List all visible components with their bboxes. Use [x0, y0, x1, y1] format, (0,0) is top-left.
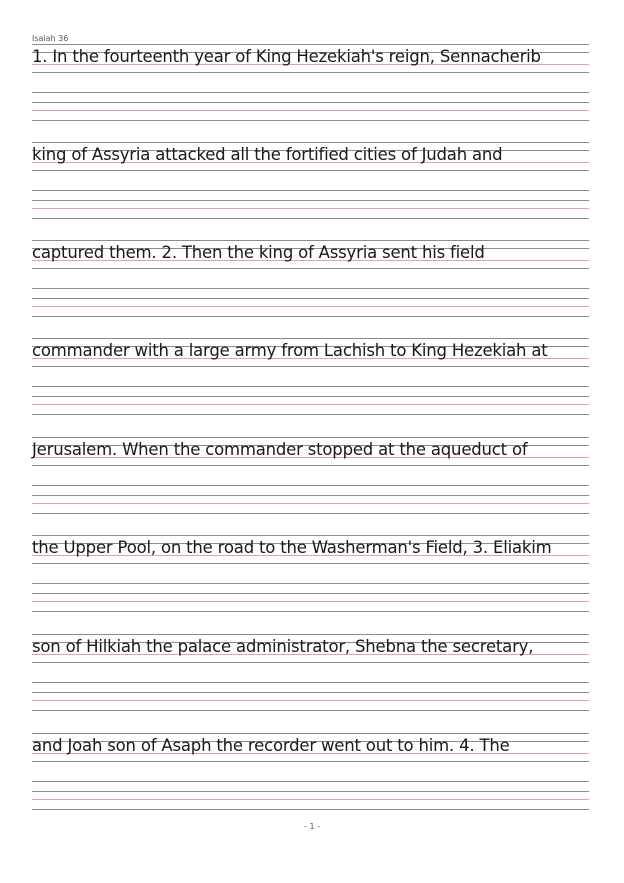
mid-rule [32, 110, 589, 111]
guide-rule [32, 386, 589, 387]
writing-block-1 [32, 44, 589, 142]
mid-rule [32, 208, 589, 209]
guide-rule [32, 513, 589, 514]
page-number: - 1 - [304, 822, 320, 831]
text-line: son of Hilkiah the palace administrator, Shebna the secretary, [32, 637, 534, 656]
guide-rule [32, 72, 589, 73]
guide-rule [32, 710, 589, 711]
guide-rule [32, 495, 589, 496]
text-line: the Upper Pool, on the road to the Washerman's Field, 3. Eliakim [32, 538, 552, 557]
mid-rule [32, 799, 589, 800]
text-line: commander with a large army from Lachish to King Hezekiah at [32, 341, 548, 360]
page-header: Isaiah 36 [32, 34, 69, 43]
text-line: Jerusalem. When the commander stopped at the aqueduct of [32, 440, 528, 459]
guide-rule [32, 563, 589, 564]
guide-rule [32, 634, 589, 635]
guide-rule [32, 761, 589, 762]
guide-rule [32, 288, 589, 289]
guide-rule [32, 190, 589, 191]
guide-rule [32, 485, 589, 486]
guide-rule [32, 338, 589, 339]
guide-rule [32, 662, 589, 663]
guide-rule [32, 44, 589, 45]
mid-rule [32, 404, 589, 405]
text-line: 1. In the fourteenth year of King Hezekiah's reign, Sennacherib [32, 47, 541, 66]
guide-rule [32, 733, 589, 734]
writing-block-4 [32, 338, 589, 436]
guide-rule [32, 583, 589, 584]
writing-block-3 [32, 240, 589, 338]
mid-rule [32, 306, 589, 307]
guide-rule [32, 366, 589, 367]
guide-rule [32, 218, 589, 219]
mid-rule [32, 601, 589, 602]
writing-block-8 [32, 733, 589, 831]
guide-rule [32, 268, 589, 269]
guide-rule [32, 465, 589, 466]
guide-rule [32, 102, 589, 103]
mid-rule [32, 503, 589, 504]
writing-block-6 [32, 535, 589, 633]
writing-block-7 [32, 634, 589, 732]
guide-rule [32, 414, 589, 415]
guide-rule [32, 593, 589, 594]
mid-rule [32, 700, 589, 701]
guide-rule [32, 692, 589, 693]
guide-rule [32, 316, 589, 317]
writing-block-5 [32, 437, 589, 535]
guide-rule [32, 682, 589, 683]
guide-rule [32, 611, 589, 612]
ruled-writing-area [32, 0, 589, 883]
guide-rule [32, 809, 589, 810]
guide-rule [32, 200, 589, 201]
text-line: captured them. 2. Then the king of Assyria sent his field [32, 243, 485, 262]
guide-rule [32, 437, 589, 438]
text-line: king of Assyria attacked all the fortified cities of Judah and [32, 145, 503, 164]
guide-rule [32, 298, 589, 299]
guide-rule [32, 781, 589, 782]
guide-rule [32, 120, 589, 121]
writing-block-2 [32, 142, 589, 240]
guide-rule [32, 240, 589, 241]
guide-rule [32, 142, 589, 143]
guide-rule [32, 791, 589, 792]
guide-rule [32, 535, 589, 536]
guide-rule [32, 170, 589, 171]
guide-rule [32, 396, 589, 397]
text-line: and Joah son of Asaph the recorder went out to him. 4. The [32, 736, 510, 755]
guide-rule [32, 92, 589, 93]
